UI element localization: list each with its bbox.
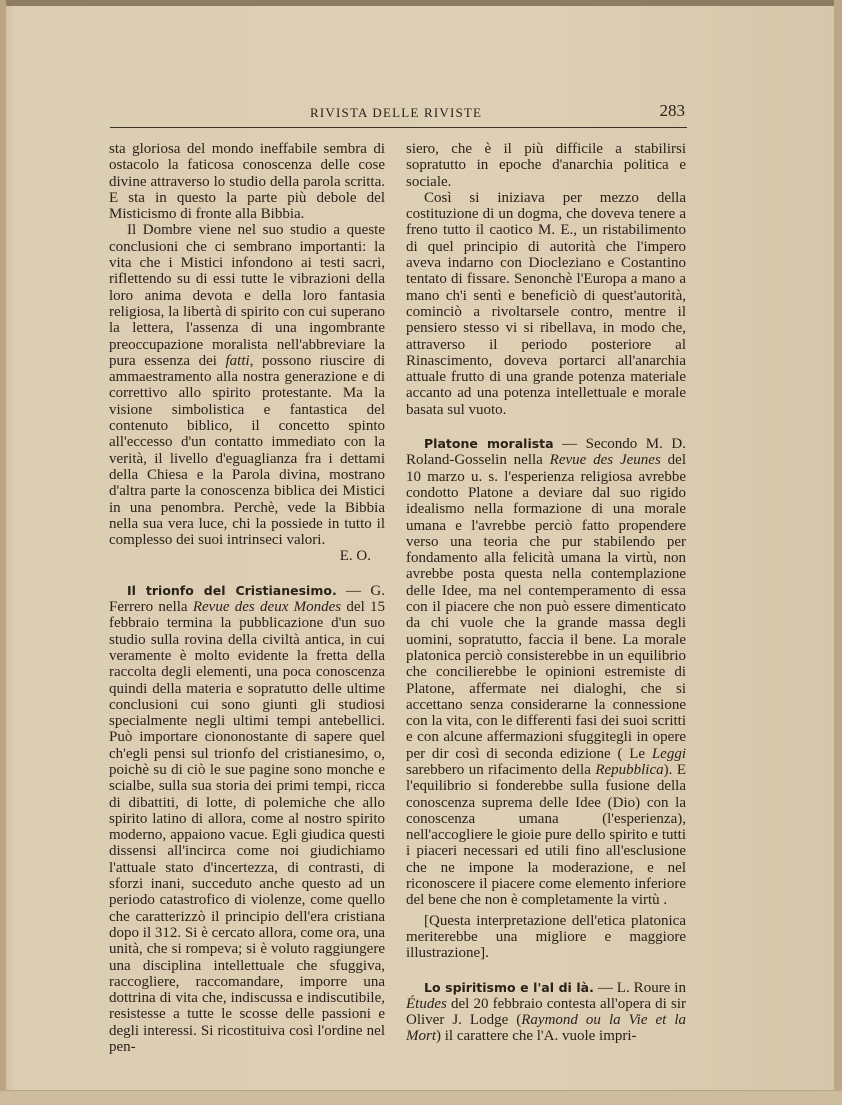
page-top-edge [0,0,842,6]
paragraph: sta gloriosa del mondo ineffabile sembra di ostacolo la faticosa conoscenza delle cose divine attraverso lo studio della parola scritta. E sta in questo la parte più debole del Misticismo di fronte alla Bibbia. [109,141,385,223]
book-title: Raymond ou la Vie et la Mort [406,1012,687,1045]
page-bottom-edge [0,1090,842,1105]
section-platone-moralista: Platone moralista — Secondo M. D. Roland-Gosselin nella Revue des Jeunes del 10 marzo u. s. l'esperienza religiosa avrebbe condotto Platone a deviare dal suo rigido idealismo nella formazione di una morale umana e l'avrebbe perciò fatto propendere verso una teoria che pur stabilendo per fondamento alla felicità umana la virtù, non avrebbe posta questa nella contemplazione delle Idee, ma nel contemperamento di essa con il piacere che non può essere dimenticato da chi vuole che la grande massa degli uomini, sopratutto, faccia il bene. La morale platonica perciò consisterebbe in un equilibrio che concilierebbe le opinioni estremiste di Platone, affermate nei dialoghi, che si accettano senza considerarne la connessione con la vita, con le differenti fasi dei suoi scritti e con alcune affermazioni sfuggitegli in opere per dir così di seconda edizione ( Le Leggi sarebbero un rifacimento della Repubblica). E l'equilibrio si fonderebbe sulla fusione della conoscenza suprema delle Idee (Dio) con la conoscenza umana (l'esperienza), nell'accogliere le gioie pure dello spirito e tutti i piaceri necessari ed utili fino all'esclusione che ne impone la moderazione, e nel riconoscere il piacere come elemento inferiore del bene che non è completamente la virtù . [406,436,686,909]
book-title: Repubblica [595,761,664,778]
journal-title: Revue des deux Mondes [192,599,342,616]
italic-term: fatti [225,352,250,369]
journal-title: Études [406,995,447,1012]
left-column [109,141,385,1055]
paragraph: Il Dombre viene nel suo studio a queste conclusioni che ci sembrano importanti: la vita che i Mistici infondono ai testi sacri, riflettendo su di essi tutte le vibrazioni della loro anima devota e della loro fantasia religiosa, la libertà di spirito con cui superano la lettera, l'assenza di una ingombrante preoccupazione moralista nell'abbreviare la pura essenza dei fatti, possono riuscire di ammaestramento alla nostra generazione e di correttivo allo spirito protestante. Ma la visione simbolistica e fantastica del contenuto biblico, il concetto spinto all'eccesso d'un contatto immediato con la verità, il livello d'eguaglianza fra i dettami della Chiesa e la Parola divina, mostrano d'altra parte la conoscenza biblica dei Mistici in una penombra. Perchè, vede la Bibbia nella sua vera luce, chi la possiede in tutto il complesso dei suoi intrinseci valori. [109,222,385,549]
section-heading: Lo spiritismo e l'al di là. [424,979,594,995]
journal-title: Revue des Jeunes [549,452,661,469]
running-header [110,103,687,128]
section-lo-spiritismo: Lo spiritismo e l'al di là. — L. Roure in Études del 20 febbraio contesta all'opera di sir Oliver J. Lodge (Raymond ou la Vie et la Mort) il carattere che l'A. vuole impri- [406,979,687,1045]
page-number: 283 [659,101,685,120]
paragraph: Così si iniziava per mezzo della costituzione di un dogma, che doveva tenere a freno tutto il caotico M. E., un ristabilimento di quel principio di autorità che l'impero aveva indarno con Diocleziano e Costantino tentato di fissare. Senonchè l'Europa a mano a mano ch'i sentì e beneficiò di quest'autorità, cominciò a rivoltarsele contro, mentre il pensiero stesso vi si ribellava, in modo che, attraverso il periodo posteriore al Rinascimento, doveva portarci all'anarchia attuale frutto di una grande potenza materiale accanto ad una potenza intellettuale e morale basata sul vuoto. [406,189,686,418]
book-title: Leggi [651,745,686,762]
page-right-edge [834,0,842,1105]
section-heading: Il trionfo del Cristianesimo. [127,582,337,598]
section-heading: Platone moralista [424,436,554,452]
editor-note: [Questa interpretazione dell'etica platonica meriterebbe una migliore e maggiore illustrazione]. [406,912,686,962]
section-il-trionfo: Il trionfo del Cristianesimo. — G. Ferrero nella Revue des deux Mondes del 15 febbraio termina la pubblicazione d'un suo studio sulla rovina della civiltà antica, in cui veramente è molto evidente la fretta della raccolta degli elementi, una poca conoscenza quindi della materia e sopratutto delle ultime conclusioni cui sono giunti gli studiosi specialmente negli ultimi tempi antebellici. Può importare ciononostante di sapere quel ch'egli pensi sul trionfo del cristianesimo, o, poichè su di ciò le sue pagine sono monche e scialbe, sulla sua storia dei primi tempi, ricca di dibattiti, di lotte, di polemiche che allo spirito latino di allora, come al nostro spirito moderno, appaiono vacue. Egli giudica questi dissensi all'incirca come noi giudichiamo l'attuale stato d'incertezza, di contrasti, di sforzi inani, succeduto anche questo ad un periodo catastrofico di violenze, come quello che caratterizzò il principio dell'era cristiana dopo il 312. Si è cercato allora, come ora, una unità, che si rompeva; si è voluto raggiungere una disciplina intellettuale che sfuggiva, raccogliere, raccomandare, imporre una dottrina di vita che, indiscussa e indiscutibile, resistesse a tutte le scosse delle passioni e degli interessi. Si ricostituiva così l'ordine nel pen- [109,582,386,1056]
paragraph: siero, che è il più difficile a stabilirsi sopratutto in epoche d'anarchia politica e sociale. [406,141,686,190]
right-column [406,141,686,1045]
page-left-edge [0,0,6,1105]
author-signature: E. O. [339,548,371,565]
running-title: RIVISTA DELLE RIVISTE [310,105,483,120]
